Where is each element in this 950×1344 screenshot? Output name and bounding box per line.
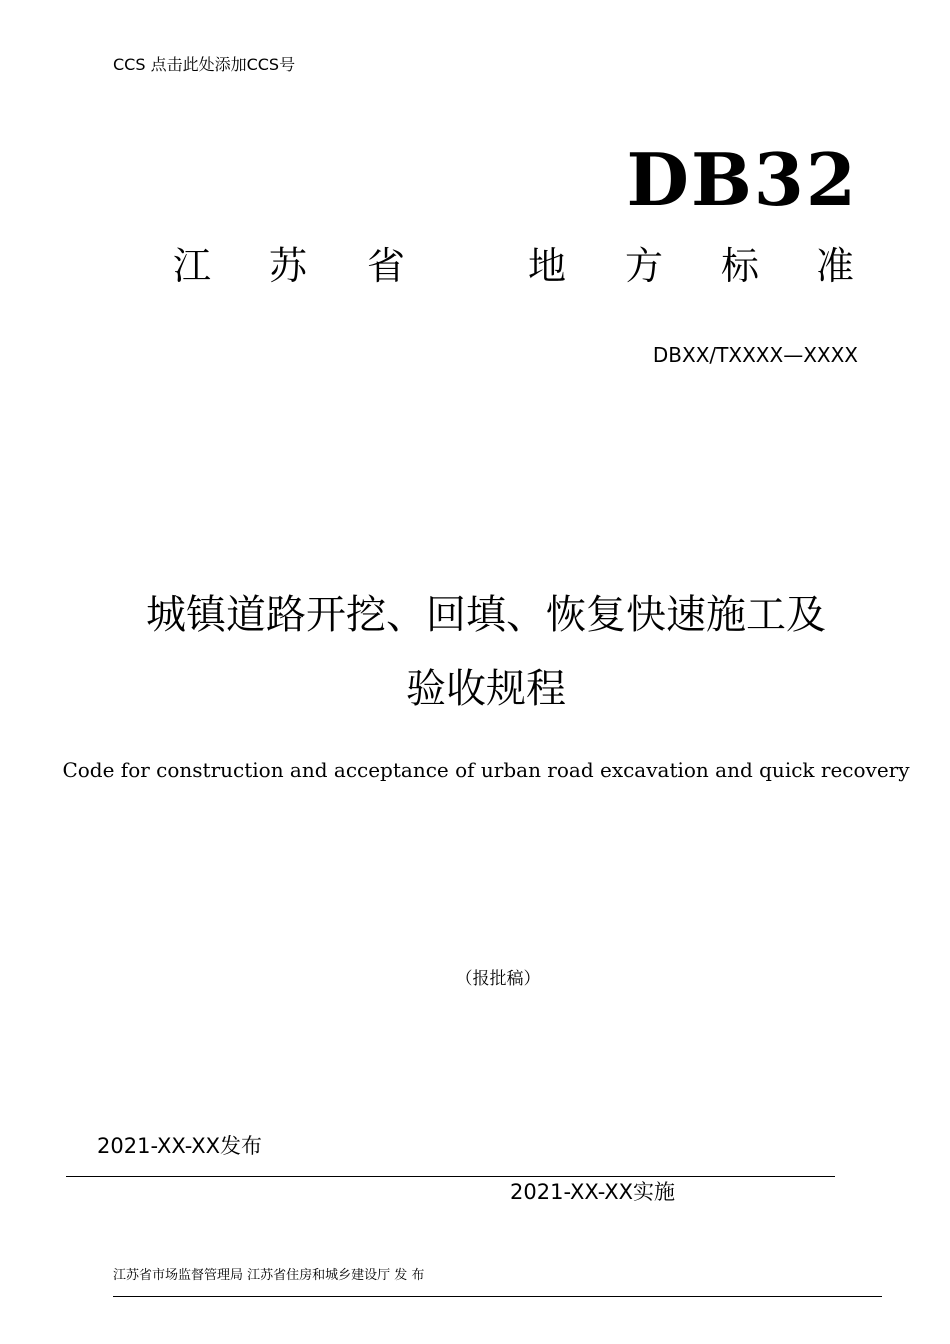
- english-title: Code for construction and acceptance of urban road excavation and quick recovery: [62, 758, 910, 782]
- standard-type-char: 方: [625, 244, 664, 288]
- standard-type-char: 标: [721, 244, 760, 288]
- footer-divider: [113, 1296, 882, 1297]
- title-line-1: 城镇道路开挖、回填、恢复快速施工及: [146, 592, 826, 638]
- standard-type-char: 省: [367, 244, 406, 288]
- standard-type-char: 江: [173, 244, 212, 288]
- date-divider: [66, 1176, 835, 1177]
- document-title: [0, 578, 950, 726]
- standard-number: DBXX/TXXXX—XXXX: [652, 343, 858, 367]
- standard-type-char: 地: [528, 244, 567, 288]
- standard-type-char: 准: [816, 244, 855, 288]
- standard-type-char: 苏: [269, 244, 308, 288]
- draft-status: （报批稿）: [455, 969, 541, 989]
- title-line-2: 验收规程: [406, 666, 566, 712]
- ccs-number: CCS 点击此处添加CCS号: [113, 55, 296, 74]
- standard-code: DB32: [626, 137, 858, 222]
- publish-date: 2021-XX-XX发布: [97, 1134, 263, 1158]
- standard-type: [173, 242, 858, 290]
- issuing-authorities: 江苏省市场监督管理局 江苏省住房和城乡建设厅 发 布: [113, 1268, 425, 1283]
- implement-date: 2021-XX-XX实施: [510, 1180, 676, 1204]
